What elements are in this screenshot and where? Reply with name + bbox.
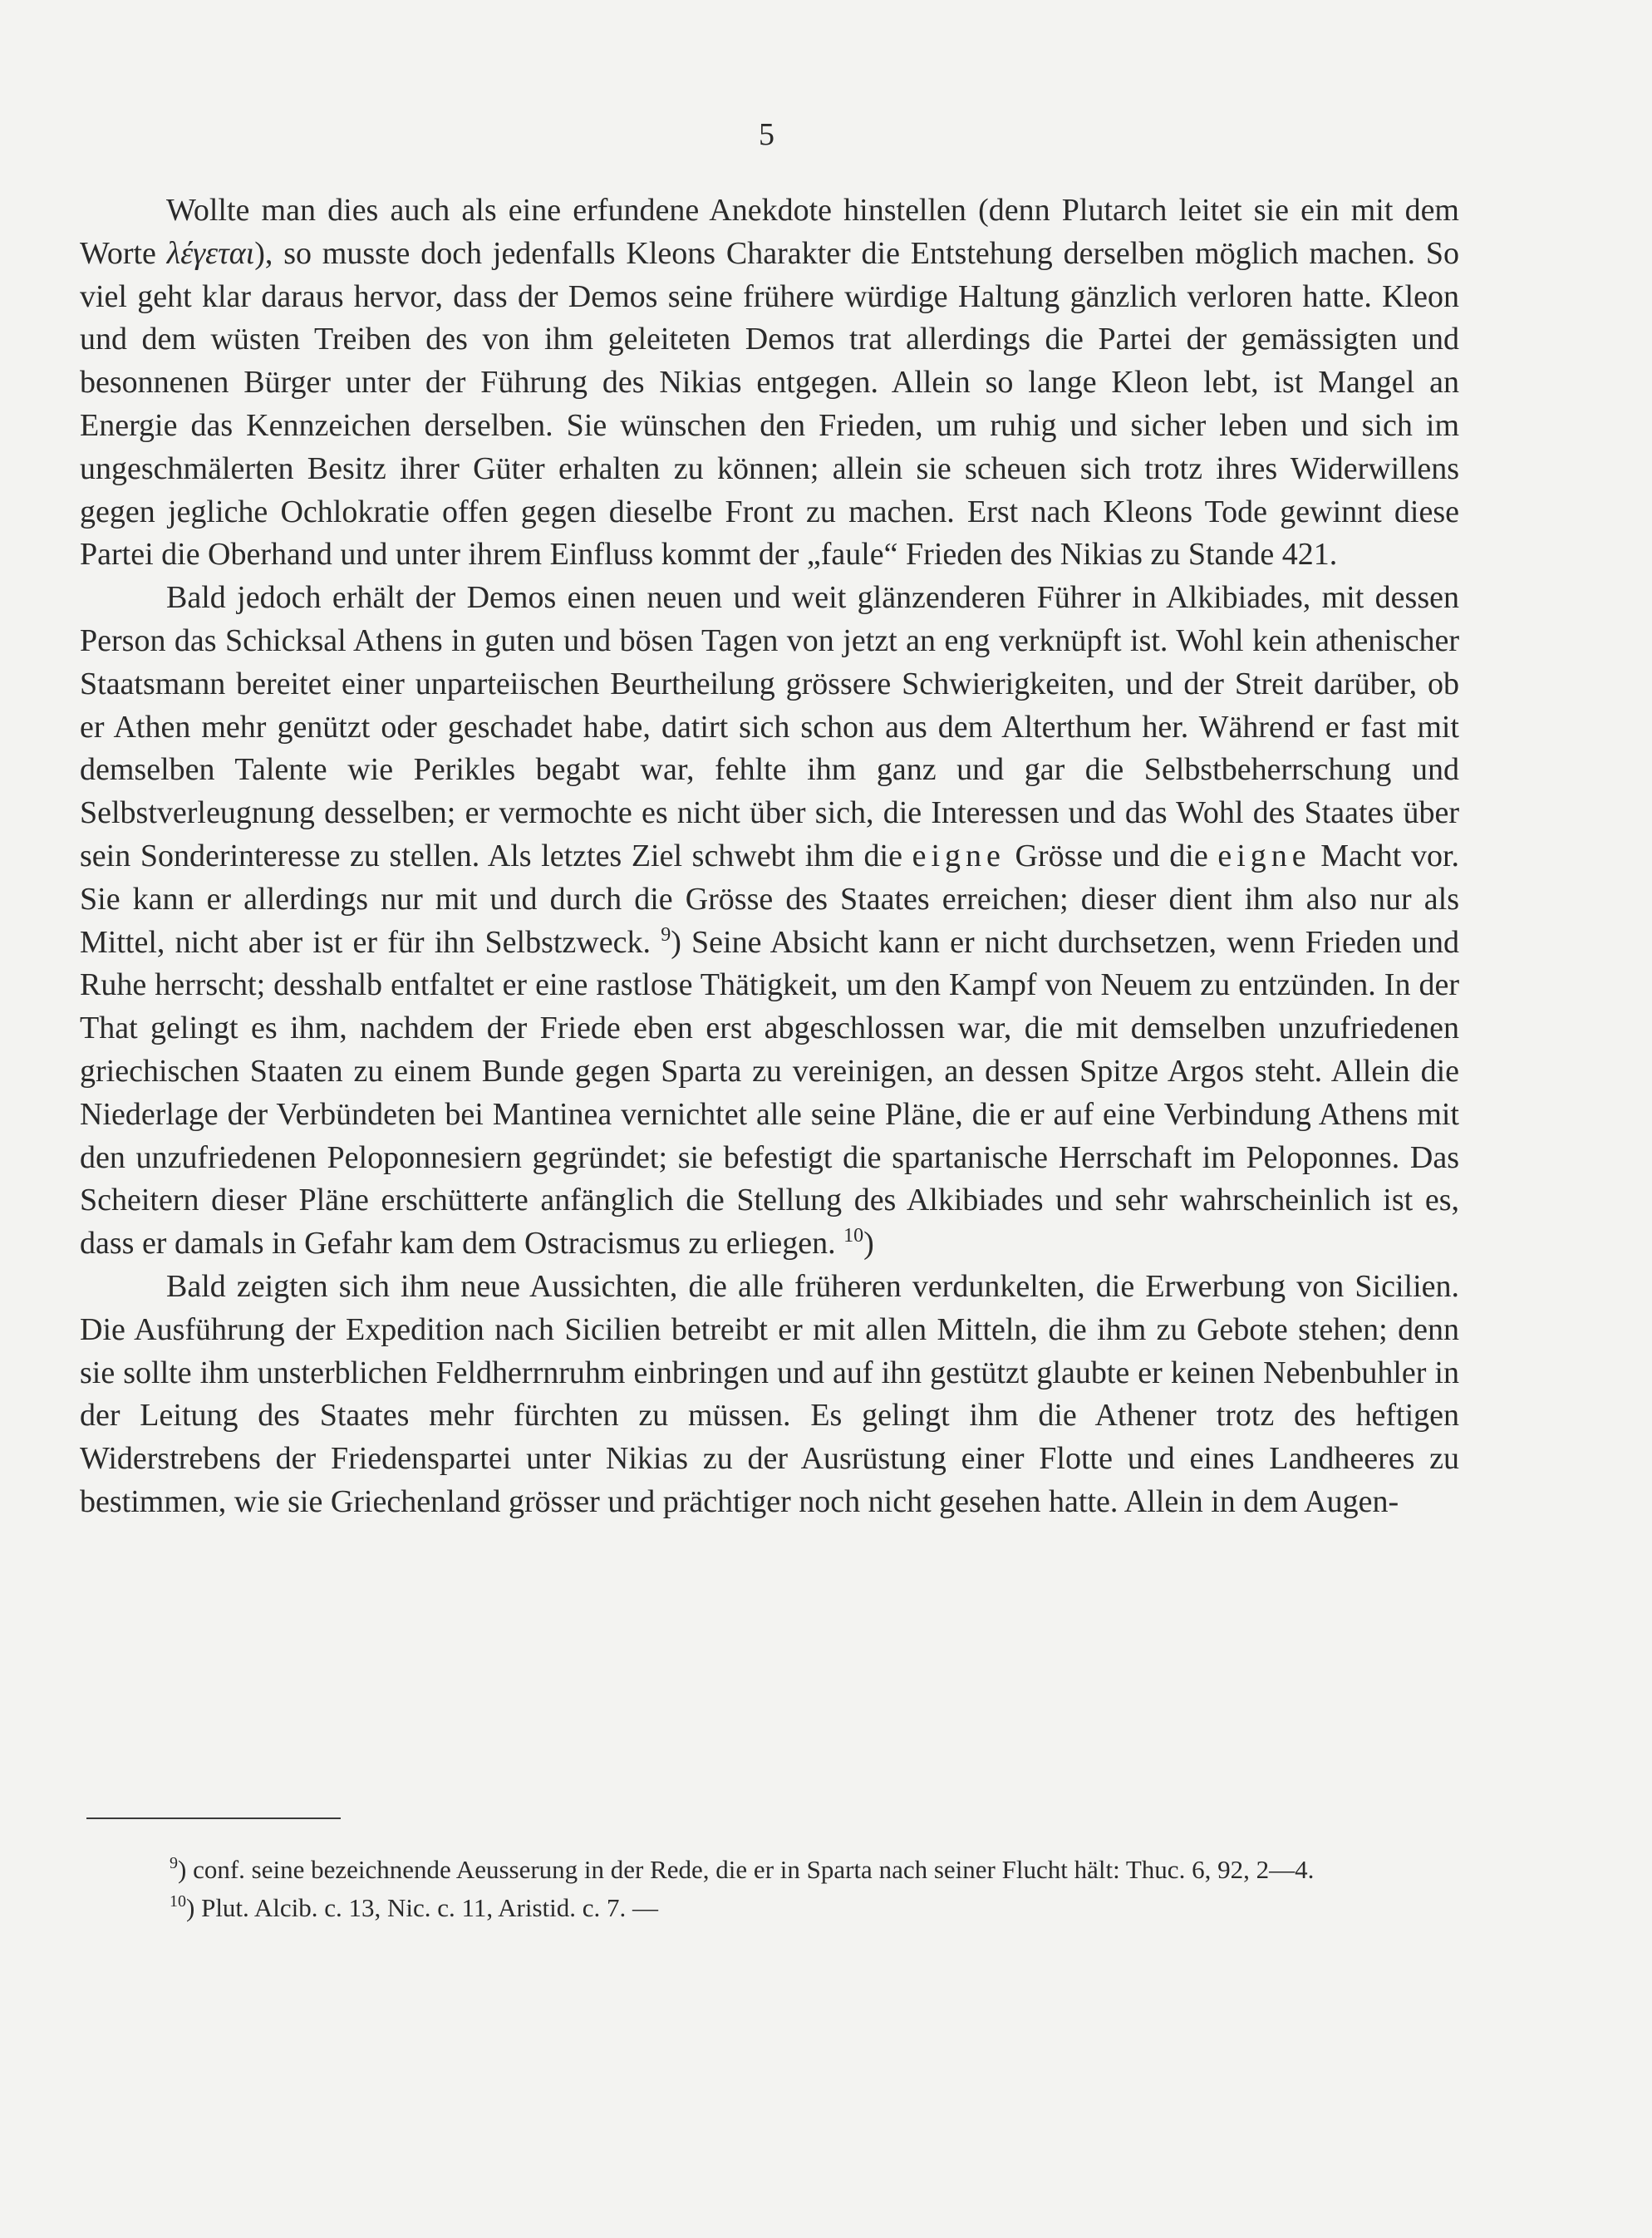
paragraph-1-text-b: ), so musste doch jedenfalls Kleons Charakter die Entstehung derselben möglich machen. So viel geht klar daraus hervor, dass der Demos seine frühere würdige Haltung gänzlich verloren hatte. Kleon und dem wüsten Treiben des von ihm geleiteten Demos trat allerdings die Partei der gemässigten und besonnenen Bürger unter der Führung des Nikias entgegen. Allein so lange Kleon lebt, ist Mangel an Energie das Kennzeichen derselben. Sie wünschen den Frieden, um ruhig und sicher leben und sich im ungeschmälerten Besitz ihrer Güter erhalten zu können; allein sie scheuen sich trotz ihres Widerwillens gegen jegliche Ochlokratie offen gegen dieselbe Front zu machen. Erst nach Kleons Tode gewinnt diese Partei die Oberhand und unter ihrem Einfluss kommt der „faule“ Frieden des Nikias zu Stande 421. [80, 235, 1459, 573]
paragraph-2 [80, 577, 1459, 1266]
paragraph-2-text-b: Grösse und die [1005, 838, 1218, 873]
footnote-9-text: ) conf. seine bezeichnende Aeusserung in der Rede, die er in Sparta nach seiner Flucht hält: Thuc. 6, 92, 2—4. [178, 1855, 1315, 1884]
page-number: 5 [759, 117, 774, 152]
paragraph-2-text-e: ) [863, 1226, 874, 1262]
footnote-9 [83, 1851, 1459, 1889]
footnote-divider [86, 1817, 341, 1819]
emphasis-eigne-2: eigne [1217, 838, 1311, 873]
main-text [80, 189, 1459, 1524]
footnote-ref-9[interactable]: 9 [661, 923, 671, 946]
paragraph-1-text-a: Wollte man dies auch als eine erfundene Anekdote hinstellen (denn Plutarch leitet sie ein mit dem Worte [80, 193, 1459, 271]
footnote-10-text: ) Plut. Alcib. c. 13, Nic. c. 11, Aristid. c. 7. — [186, 1893, 658, 1922]
paragraph-3: Bald zeigten sich ihm neue Aussichten, die alle früheren verdunkelten, die Erwerbung von Sicilien. Die Ausführung der Expedition nach Sicilien betreibt er mit allen Mitteln, die ihm zu Gebote stehen; denn sie sollte ihm unsterblichen Feldherrnruhm einbringen und auf ihn gestützt glaubte er keinen Nebenbuhler in der Leitung des Staates mehr fürchten zu müssen. Es gelingt ihm die Athener trotz des heftigen Widerstrebens der Friedenspartei unter Nikias zu der Ausrüstung einer Flotte und eines Landheeres zu bestimmen, wie sie Griechenland grösser und prächtiger noch nicht gesehen hatte. Allein in dem Augen- [80, 1268, 1459, 1519]
paragraph-1 [80, 189, 1459, 577]
emphasis-eigne-1: eigne [912, 838, 1005, 873]
footnote-10-mark: 10 [170, 1892, 186, 1911]
footnote-ref-10[interactable]: 10 [843, 1225, 864, 1247]
greek-word: λέγεται [166, 235, 255, 271]
paragraph-2-text-c: Macht vor. Sie kann er allerdings nur mit und durch die Grösse des Staates erreichen; dieser dient ihm also nur als Mittel, nicht aber ist er für ihn Selbstzweck. [80, 838, 1460, 960]
footnote-10 [83, 1889, 1459, 1927]
footnotes [83, 1851, 1459, 1927]
footnote-9-mark: 9 [170, 1854, 178, 1872]
paragraph-2-text-d: ) Seine Absicht kann er nicht durchsetzen, wenn Frieden und Ruhe herrscht; desshalb entfaltet er eine rastlose Thätigkeit, um den Kampf von Neuem zu entzünden. In der That gelingt es ihm, nachdem der Friede eben erst abgeschlossen war, die mit demselben unzufriedenen griechischen Staaten zu einem Bunde gegen Sparta zu vereinigen, an dessen Spitze Argos steht. Allein die Niederlage der Verbündeten bei Mantinea vernichtet alle seine Pläne, die er auf eine Verbindung Athens mit den unzufriedenen Peloponnesiern gegründet; sie befestigt die spartanische Herrschaft im Peloponnes. Das Scheitern dieser Pläne erschütterte anfänglich die Stellung des Alkibiades und sehr wahrscheinlich ist es, dass er damals in Gefahr kam dem Ostracismus zu erliegen. [80, 924, 1459, 1262]
paragraph-2-text-a: Bald jedoch erhält der Demos einen neuen und weit glänzenderen Führer in Alkibiades, mit dessen Person das Schicksal Athens in guten und bösen Tagen von jetzt an eng verknüpft ist. Wohl kein athenischer Staatsmann bereitet einer unparteiischen Beurtheilung grössere Schwierigkeiten, und der Streit darüber, ob er Athen mehr genützt oder geschadet habe, datirt sich schon aus dem Alterthum her. Während er fast mit demselben Talente wie Perikles begabt war, fehlte ihm ganz und gar die Selbstbeherrschung und Selbstverleugnung desselben; er vermochte es nicht über sich, die Interessen und das Wohl des Staates über sein Sonderinteresse zu stellen. Als letztes Ziel schwebt ihm die [80, 580, 1459, 873]
